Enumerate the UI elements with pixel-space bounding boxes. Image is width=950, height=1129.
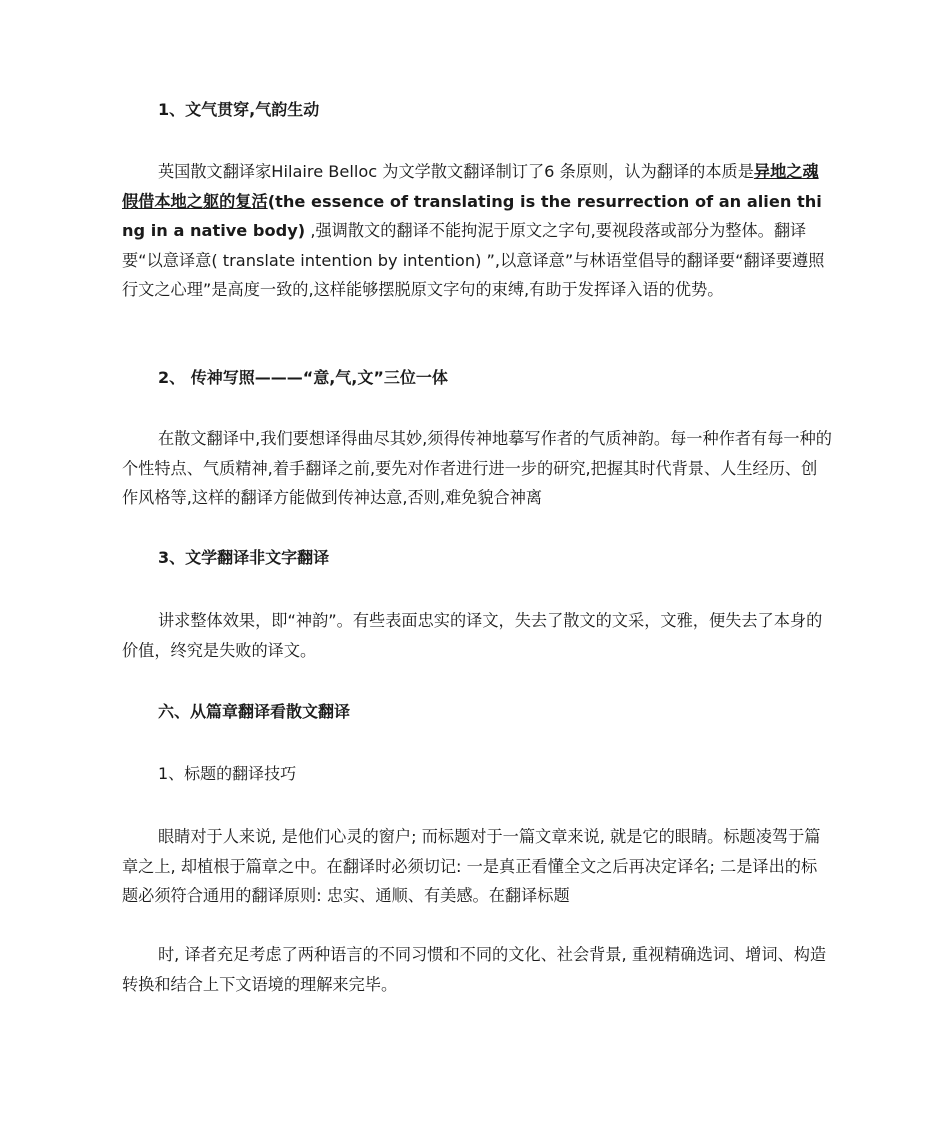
section-heading-1: 1、文气贯穿,气韵生动 — [158, 100, 320, 119]
sub-heading-title-translation: 1、标题的翻译技巧 — [158, 764, 297, 783]
section-heading-3: 3、文学翻译非文字翻译 — [158, 548, 330, 567]
paragraph-text: ,强调散文的翻译不能拘泥于原文之字句,要视段落或部分为整体。翻译要“以意译意( translate intention by intention) ”,以意译意”与林语堂倡导的翻译要“翻译要遵照行文之心理”是高度一致的,这样能够摆脱原文字句的束缚,有助于发挥译入语的优势。 — [122, 221, 825, 299]
underlined-phrase: 异地之魂假借本地之躯的复活 — [122, 162, 819, 211]
section-paragraph-6b: 时, 译者充足考虑了两种语言的不同习惯和不同的文化、社会背景, 重视精确选词、增词、构造转换和结合上下文语境的理解来完毕。 — [122, 945, 827, 994]
section-heading-2: 2、 传神写照———“意,气,文”三位一体 — [158, 368, 448, 387]
section-paragraph-6a: 眼睛对于人来说, 是他们心灵的窗户; 而标题对于一篇文章来说, 就是它的眼睛。标题凌驾于篇章之上, 却植根于篇章之中。在翻译时必须切记: 一是真正看懂全文之后再决定译名; 二是译出的标题必须符合通用的翻译原则: 忠实、通顺、有美感。在翻译标题 — [122, 827, 821, 905]
section-paragraph-3: 讲求整体效果，即“神韵”。有些表面忠实的译文，失去了散文的文采，文雅，便失去了本身的价值，终究是失败的译文。 — [122, 611, 823, 660]
paragraph-text: 英国散文翻译家Hilaire Belloc 为文学散文翻译制订了6 条原则，认为翻译的本质是 — [158, 162, 754, 181]
section-paragraph-2: 在散文翻译中,我们要想译得曲尽其妙,须得传神地摹写作者的气质神韵。每一种作者有每一种的个性特点、气质精神,着手翻译之前,要先对作者进行进一步的研究,把握其时代背景、人生经历、创作风格等,这样的翻译方能做到传神达意,否则,难免貌合神离 — [122, 429, 832, 507]
chapter-heading-6: 六、从篇章翻译看散文翻译 — [158, 702, 351, 721]
section-paragraph-1 — [122, 157, 832, 305]
bold-quote: (the essence of translating is the resurrection of an alien thing in a native body) — [122, 191, 822, 240]
